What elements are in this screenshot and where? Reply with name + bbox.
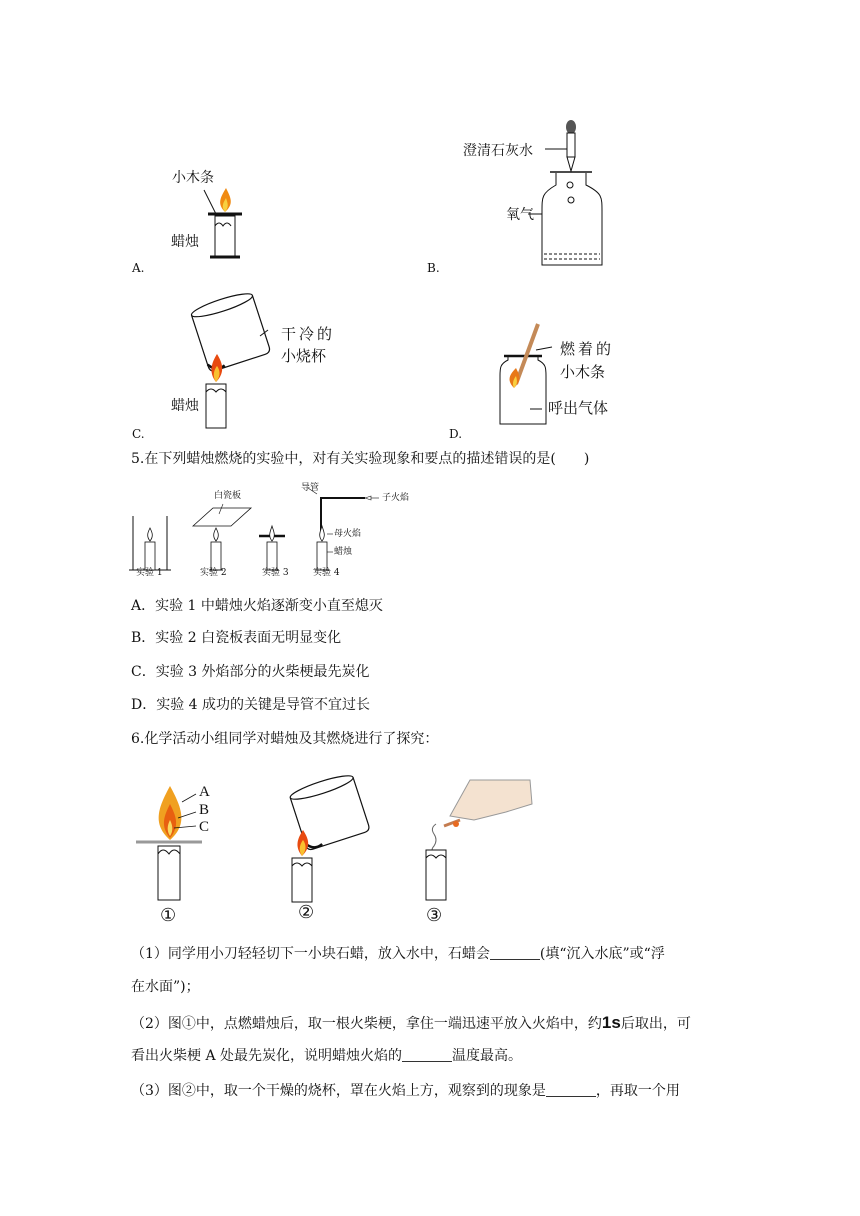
fig1-candle-flame-zones: [136, 786, 202, 900]
label-exhaled-gas: 呼出气体: [548, 399, 609, 417]
label-stick-line2: 小木条: [560, 363, 606, 381]
label-candle-c: 蜡烛: [171, 398, 199, 414]
exp2-diagram: [193, 504, 251, 570]
label-candle-exp4: 蜡烛: [334, 547, 353, 557]
q5-option-d: D．实验 4 成功的关键是导管不宜过长: [131, 697, 371, 713]
option-letter-d: D.: [449, 427, 463, 441]
q6-part3-line1: [131, 1081, 680, 1101]
option-letter-c: C.: [132, 427, 145, 441]
flame-label-c: C: [199, 819, 210, 835]
q6-part3-text-b: ，再取一个用: [595, 1083, 680, 1099]
q6-part1-line2: 在水面”)；: [131, 979, 200, 995]
label-limewater: 澄清石灰水: [463, 143, 533, 159]
option-b-figure: [520, 115, 650, 275]
option-letter-a: A.: [132, 261, 145, 275]
label-child-flame: 子火焰: [382, 493, 410, 503]
exp1-diagram: [129, 516, 171, 570]
label-exp1: 实验 1: [136, 568, 163, 578]
label-porcelain: 白瓷板: [214, 491, 242, 501]
label-exp4: 实验 4: [313, 568, 340, 578]
label-beaker-line1: 干冷的: [281, 325, 336, 343]
answer-blank-2[interactable]: [402, 1047, 452, 1062]
fig-number-2: ②: [298, 902, 315, 923]
option-letter-b: B.: [427, 261, 440, 275]
q6-part1-text-b: (填“沉入水底”或“浮: [539, 946, 665, 962]
fig-number-3: ③: [426, 905, 443, 926]
q6-part2-line2: [131, 1046, 522, 1066]
fig3-relight-smoke: [426, 780, 532, 900]
exp3-diagram: [259, 526, 285, 570]
question-6-stem: 6.化学活动小组同学对蜡烛及其燃烧进行了探究：: [131, 731, 439, 747]
flame-label-a: A: [199, 784, 210, 800]
flame-label-b: B: [199, 802, 210, 818]
answer-blank-3[interactable]: [546, 1082, 596, 1097]
q6-part3-text-a: （3）图②中，取一个干燥的烧杯，罩在火焰上方，观察到的现象是: [131, 1083, 546, 1099]
label-exp2: 实验 2: [200, 568, 227, 578]
label-stick: 小木条: [172, 170, 214, 186]
label-candle-a: 蜡烛: [171, 234, 199, 250]
q6-figures: [130, 780, 550, 930]
fig-number-1: ①: [160, 905, 177, 926]
q6-part2-text-c: 看出火柴梗 A 处最先炭化，说明蜡烛火焰的: [131, 1048, 403, 1064]
answer-blank-1[interactable]: [490, 945, 540, 960]
q6-part2-text-d: 温度最高。: [452, 1048, 523, 1064]
label-mother-flame: 母火焰: [334, 529, 362, 539]
label-tube: 导管: [301, 483, 320, 493]
q6-part2-time: 1s: [601, 1013, 621, 1032]
label-stick-line1: 燃着的: [560, 340, 615, 358]
label-beaker-line2: 小烧杯: [281, 347, 327, 365]
label-oxygen: 氧气: [506, 207, 534, 223]
q6-part1-line1: [131, 944, 665, 964]
q6-part1-text-a: （1）同学用小刀轻轻切下一小块石蜡，放入水中，石蜡会: [131, 946, 490, 962]
label-exp3: 实验 3: [262, 568, 289, 578]
q6-part2-text-b: 后取出，可: [620, 1016, 691, 1032]
question-5-stem: 5.在下列蜡烛燃烧的实验中，对有关实验现象和要点的描述错误的是( ): [131, 451, 590, 467]
oxygen-bottle-diagram: [520, 115, 650, 275]
q5-option-a: A．实验 1 中蜡烛火焰逐渐变小直至熄灭: [131, 598, 383, 614]
q6-part2-text-a: （2）图①中，点燃蜡烛后，取一根火柴梗，拿住一端迅速平放入火焰中，约: [131, 1016, 602, 1032]
q6-part2-line1: [131, 1013, 691, 1034]
fig2-beaker-over-flame: [288, 772, 370, 902]
q5-option-c: C．实验 3 外焰部分的火柴梗最先炭化: [131, 664, 370, 680]
q5-option-b: B．实验 2 白瓷板表面无明显变化: [131, 630, 342, 646]
